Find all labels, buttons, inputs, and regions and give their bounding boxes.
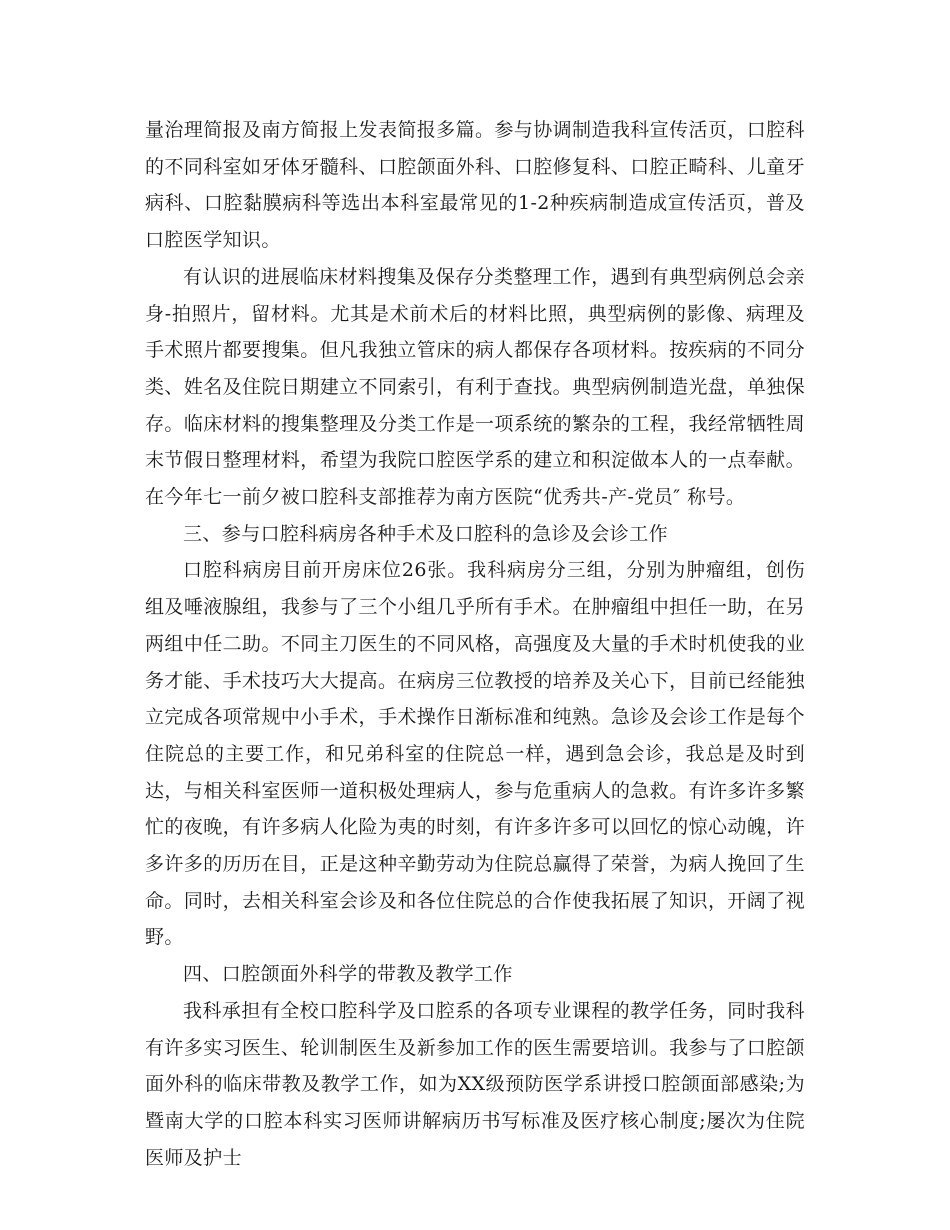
document-body [145, 112, 805, 1176]
paragraph-1: 量治理简报及南方简报上发表简报多篇。参与协调制造我科宣传活页，口腔科的不同科室如牙体牙髓科、口腔颌面外科、口腔修复科、口腔正畸科、儿童牙病科、口腔黏膜病科等选出本科室最常见的1-2种疾病制造成宣传活页，普及口腔医学知识。 [145, 119, 805, 252]
paragraph-2: 有认识的进展临床材料搜集及保存分类整理工作，遇到有典型病例总会亲身-拍照片，留材料。尤其是术前术后的材料比照，典型病例的影像、病理及手术照片都要搜集。但凡我独立管床的病人都保存各项材料。按疾病的不同分类、姓名及住院日期建立不同索引，有利于查找。典型病例制造光盘，单独保存。临床材料的搜集整理及分类工作是一项系统的繁杂的工程，我经常牺牲周末节假日整理材料，希望为我院口腔医学系的建立和积淀做本人的一点奉献。在今年七一前夕被口腔科支部推荐为南方医院“优秀共-产-党员″ 称号。 [145, 265, 805, 509]
paragraph-6: 我科承担有全校口腔科学及口腔系的各项专业课程的教学任务，同时我科有许多实习医生、轮训制医生及新参加工作的医生需要培训。我参与了口腔颌面外科的临床带教及教学工作，如为XX级预防医学系讲授口腔颌面部感染;为暨南大学的口腔本科实习医师讲解病历书写标准及医疗核心制度;屡次为住院医师及护士 [145, 999, 805, 1169]
section-heading-3: 三、参与口腔科病房各种手术及口腔科的急诊及会诊工作 [183, 522, 669, 545]
paragraph-4: 口腔科病房目前开房床位26张。我科病房分三组，分别为肿瘤组，创伤组及唾液腺组，我参与了三个小组几乎所有手术。在肿瘤组中担任一助，在另两组中任二助。不同主刀医生的不同风格，高强度及大量的手术时机使我的业务才能、手术技巧大大提高。在病房三位教授的培养及关心下，目前已经能独立完成各项常规中小手术，手术操作日渐标准和纯熟。急诊及会诊工作是每个住院总的主要工作，和兄弟科室的住院总一样，遇到急会诊，我总是及时到达，与相关科室医师一道积极处理病人，参与危重病人的急救。有许多许多繁忙的夜晚，有许多病人化险为夷的时刻，有许多许多可以回忆的惊心动魄，许多许多的历历在目，正是这种辛勤劳动为住院总赢得了荣誉，为病人挽回了生命。同时，去相关科室会诊及和各位住院总的合作使我拓展了知识，开阔了视野。 [145, 559, 805, 949]
section-heading-4: 四、口腔颌面外科学的带教及教学工作 [183, 963, 513, 986]
